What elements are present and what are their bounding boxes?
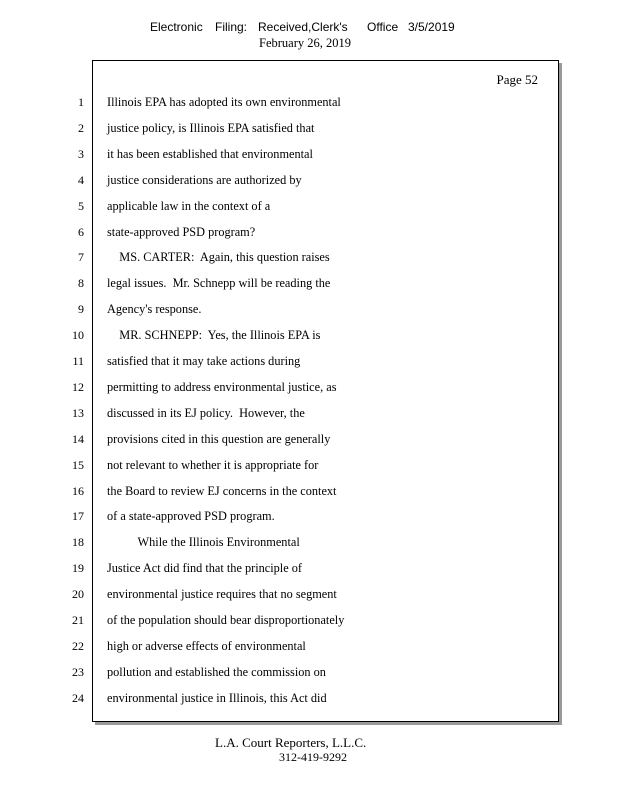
reporter-phone: 312-419-9292 [279, 750, 347, 764]
line-number: 6 [78, 224, 84, 239]
line-number: 15 [72, 457, 84, 472]
line-number: 10 [72, 328, 84, 343]
transcript-line: not relevant to whether it is appropriate for [107, 457, 319, 472]
line-number: 19 [72, 561, 84, 576]
transcript-line: MS. CARTER: Again, this question raises [107, 250, 330, 265]
page-number: Page 52 [496, 72, 538, 87]
transcript-line: applicable law in the context of a [107, 198, 271, 213]
transcript-line: of the population should bear disproportionately [107, 613, 345, 627]
line-number: 3 [78, 146, 84, 161]
transcript-line: legal issues. Mr. Schnepp will be reading the [107, 276, 331, 291]
transcript-line: environmental justice in Illinois, this Act did [107, 690, 327, 705]
transcript-line: permitting to address environmental justice, as [107, 379, 337, 394]
hearing-date: February 26, 2019 [259, 36, 351, 50]
line-number: 13 [72, 405, 84, 420]
transcript-line: it has been established that environmental [107, 146, 313, 161]
line-number: 23 [72, 664, 84, 679]
filing-stamp-word: Filing: [215, 20, 248, 34]
transcript-line: pollution and established the commission on [107, 664, 326, 679]
transcript-line: Illinois EPA has adopted its own environmental [107, 95, 341, 109]
transcript-line: state-approved PSD program? [107, 224, 256, 239]
filing-stamp-word: Office [367, 20, 399, 34]
line-number: 1 [78, 95, 84, 109]
line-number: 12 [72, 379, 84, 394]
transcript-line: discussed in its EJ policy. However, the [107, 405, 305, 420]
transcript-line: provisions cited in this question are generally [107, 431, 331, 446]
transcript-line: high or adverse effects of environmental [107, 638, 306, 653]
line-number: 8 [78, 276, 84, 291]
line-number: 18 [72, 535, 84, 550]
reporter-company: L.A. Court Reporters, L.L.C. [215, 735, 367, 750]
line-number: 2 [78, 120, 84, 135]
line-number: 21 [72, 613, 84, 627]
line-number: 9 [78, 302, 84, 317]
line-number: 11 [72, 354, 84, 368]
line-number: 5 [78, 198, 84, 213]
transcript-line: While the Illinois Environmental [107, 535, 300, 550]
transcript-line: Agency's response. [107, 302, 202, 317]
filing-stamp-word: Electronic [150, 20, 203, 34]
transcript-line: of a state-approved PSD program. [107, 509, 275, 524]
transcript-line: the Board to review EJ concerns in the context [107, 483, 337, 498]
line-number: 20 [72, 587, 84, 602]
line-number: 22 [72, 638, 84, 653]
transcript-line: justice considerations are authorized by [107, 172, 302, 187]
transcript-line: satisfied that it may take actions during [107, 354, 301, 368]
line-number: 16 [72, 483, 84, 498]
filing-stamp-date: 3/5/2019 [408, 20, 455, 34]
transcript-line: Justice Act did find that the principle of [107, 561, 302, 576]
line-number: 17 [72, 509, 84, 524]
line-number: 7 [78, 250, 84, 265]
line-number: 24 [72, 690, 84, 705]
line-number: 4 [78, 172, 84, 187]
transcript-line: environmental justice requires that no segment [107, 587, 337, 602]
line-number: 14 [72, 431, 84, 446]
transcript-line: MR. SCHNEPP: Yes, the Illinois EPA is [107, 328, 321, 343]
filing-stamp-word: Received,Clerk's [258, 20, 348, 34]
transcript-line: justice policy, is Illinois EPA satisfied that [107, 120, 315, 135]
